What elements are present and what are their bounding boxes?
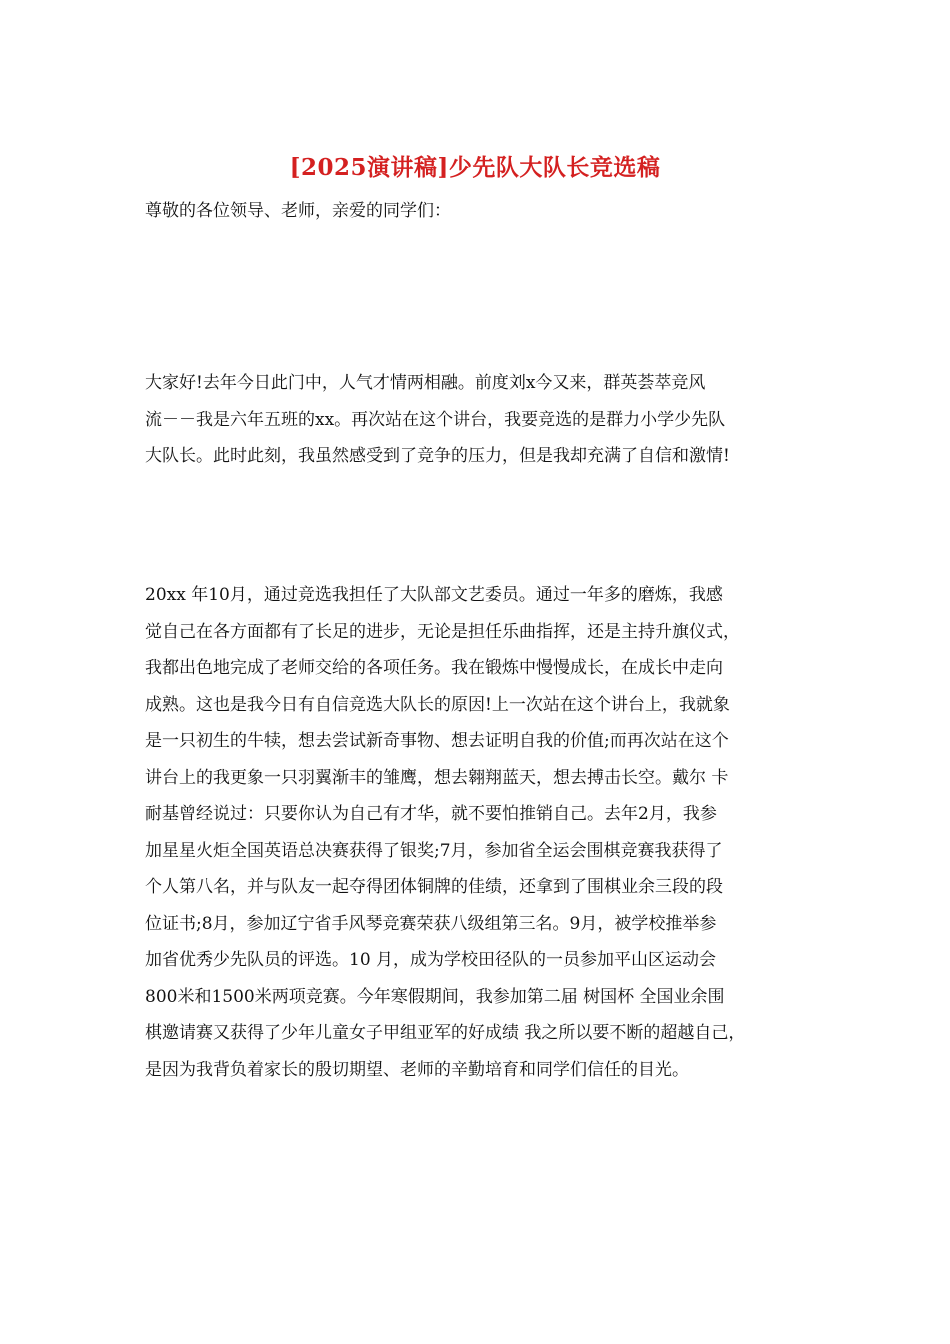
paragraph-line: 是一只初生的牛犊，想去尝试新奇事物、想去证明自我的价值;而再次站在这个 (145, 731, 729, 751)
paragraph-line: 位证书;8月，参加辽宁省手风琴竞赛荣获八级组第三名。9月，被学校推举参 (145, 913, 717, 934)
salutation: 尊敬的各位领导、老师，亲爱的同学们： (145, 201, 451, 221)
paragraph-line: 20xx 年10月，通过竞选我担任了大队部文艺委员。通过一年多的磨炼，我感 (145, 585, 723, 605)
paragraph-line: 我都出色地完成了老师交给的各项任务。我在锻炼中慢慢成长，在成长中走向 (145, 658, 723, 678)
paragraph-line: 成熟。这也是我今日有自信竞选大队长的原因!上一次站在这个讲台上，我就象 (145, 694, 730, 715)
document-title: [2025演讲稿]少先队大队长竞选稿 (289, 154, 661, 181)
paragraph-2 (145, 577, 835, 1088)
paragraph-line: 讲台上的我更象一只羽翼渐丰的雏鹰，想去翱翔蓝天，想去搏击长空。戴尔 卡 (145, 767, 729, 788)
paragraph-line: 加星星火炬全国英语总决赛获得了银奖;7月，参加省全运会围棋竞赛我获得了 (145, 840, 723, 861)
paragraph-line: 是因为我背负着家长的殷切期望、老师的辛勤培育和同学们信任的目光。 (145, 1059, 689, 1080)
paragraph-line: 棋邀请赛又获得了少年儿童女子甲组亚军的好成绩 我之所以要不断的超越自己， (145, 1023, 746, 1043)
paragraph-line: 流－－我是六年五班的xx。再次站在这个讲台，我要竞选的是群力小学少先队 (145, 409, 726, 430)
paragraph-line: 加省优秀少先队员的评选。10 月，成为学校田径队的一员参加平山区运动会 (145, 950, 717, 970)
paragraph-line: 耐基曾经说过：只要你认为自己有才华，就不要怕推销自己。去年2月，我参 (145, 804, 717, 824)
paragraph-1 (145, 365, 835, 475)
paragraph-line: 个人第八名，并与队友一起夺得团体铜牌的佳绩，还拿到了围棋业余三段的段 (145, 877, 723, 897)
paragraph-line: 觉自己在各方面都有了长足的进步，无论是担任乐曲指挥，还是主持升旗仪式， (145, 621, 740, 642)
paragraph-line: 大家好!去年今日此门中，人气才情两相融。前度刘x今又来，群英荟萃竞风 (145, 373, 706, 393)
paragraph-line: 800米和1500米两项竞赛。今年寒假期间，我参加第二届 树国杯 全国业余围 (145, 986, 725, 1007)
paragraph-line: 大队长。此时此刻，我虽然感受到了竞争的压力，但是我却充满了自信和激情! (145, 446, 730, 466)
